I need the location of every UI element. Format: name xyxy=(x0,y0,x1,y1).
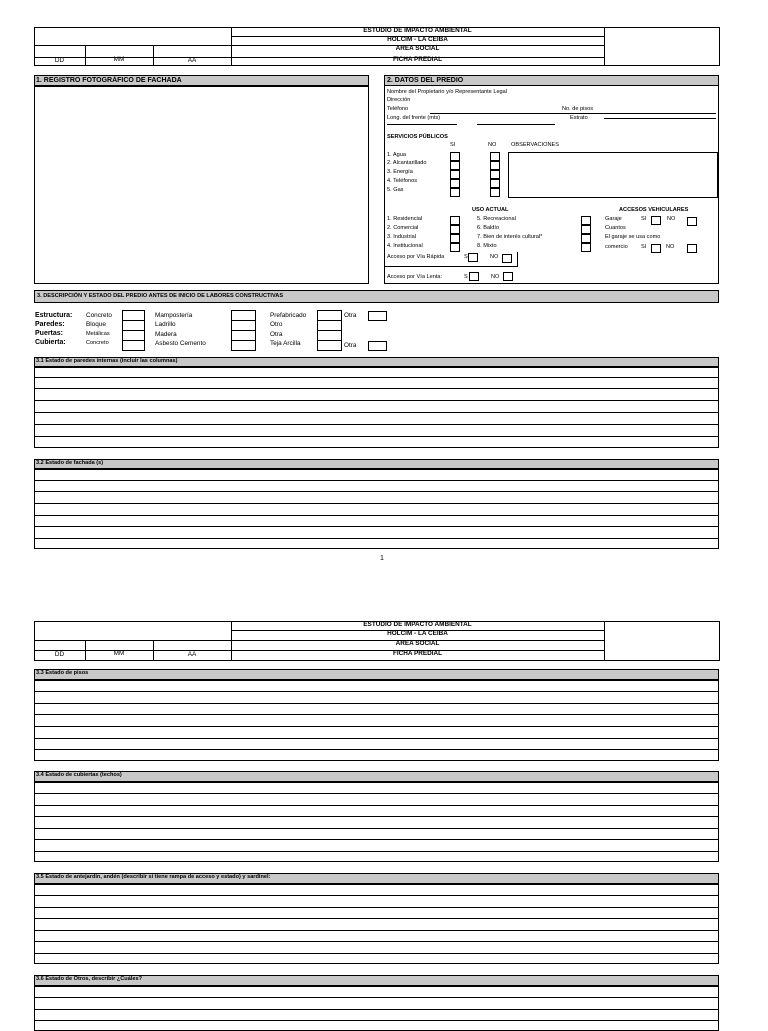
floors-label: No. de pisos xyxy=(562,106,594,112)
roofs-field[interactable] xyxy=(34,782,719,862)
water-no-checkbox[interactable] xyxy=(490,152,500,161)
date2-day-label: DD xyxy=(54,651,65,658)
garage-no-checkbox[interactable] xyxy=(687,217,697,226)
water-si-checkbox[interactable] xyxy=(450,152,460,161)
fast-road-si-label: S xyxy=(464,254,468,260)
phone-label: Teléfono xyxy=(387,106,409,112)
energy-no-checkbox[interactable] xyxy=(490,170,500,179)
fast-road-no-checkbox[interactable] xyxy=(502,254,512,263)
garage-si-label: SI xyxy=(641,216,647,222)
observations-label: OBSERVACIONES xyxy=(511,142,559,148)
use-institutional-checkbox[interactable] xyxy=(450,243,460,252)
subsection-3-6-title: 3.6 Estado de Otros, describir ¿Cuáles? xyxy=(36,976,143,982)
use-recreational: 5. Recreacional xyxy=(477,216,516,222)
date-day-label: DD xyxy=(54,57,65,64)
use-residential: 1. Residencial xyxy=(387,216,423,222)
commerce-si-label: SI xyxy=(641,244,647,250)
use-commercial: 2. Comercial xyxy=(387,225,419,231)
frontyard-field[interactable] xyxy=(34,884,719,964)
header2-company: HOLCIM - LA CEIBA xyxy=(387,630,448,637)
subsection-3-4-title: 3.4 Estado de cubiertas (techos) xyxy=(36,772,122,778)
slow-road-no-label: NO xyxy=(491,274,500,280)
current-use-title: USO ACTUAL xyxy=(472,207,509,213)
use-vacant: 6. Baldío xyxy=(477,225,500,231)
use-institutional: 4. Institucional xyxy=(387,243,423,249)
gas-si-checkbox[interactable] xyxy=(450,188,460,197)
walls-brick: Ladrillo xyxy=(155,321,176,328)
frontage-field[interactable] xyxy=(477,124,555,125)
stratum-label: Estrato xyxy=(570,115,588,121)
services-no-label: NO xyxy=(488,142,497,148)
stratum-field[interactable] xyxy=(604,118,716,119)
use-industrial: 3. Industrial xyxy=(387,234,416,240)
gas-no-checkbox[interactable] xyxy=(490,188,500,197)
use-vacant-checkbox[interactable] xyxy=(581,225,591,234)
frontage-label: Long. del frente (mts) xyxy=(387,115,441,121)
date-year-label: AA xyxy=(187,57,197,64)
doors-wood: Madera xyxy=(155,331,177,338)
owner-label: Nombre del Propietario y/o Representante Legal xyxy=(387,89,508,95)
structure-label: Estructura: xyxy=(35,312,73,319)
service-energy: 3. Energía xyxy=(387,169,413,175)
fast-road-access-label: Acceso por Vía Rápida xyxy=(387,254,445,260)
slow-road-no-checkbox[interactable] xyxy=(503,272,513,281)
structure-other-label: Otra xyxy=(344,312,357,319)
section3-title: 3. DESCRIPCIÓN Y ESTADO DEL PREDIO ANTES DE INICIO DE LABORES CONSTRUCTIVAS xyxy=(37,293,284,299)
commerce-si-checkbox[interactable] xyxy=(651,244,661,253)
subsection-3-1-title: 3.1 Estado de paredes internas (incluir las columnas) xyxy=(36,358,178,364)
roof-label: Cubierta: xyxy=(35,339,66,346)
phone-field[interactable] xyxy=(430,113,716,114)
walls-label: Paredes: xyxy=(35,321,65,328)
use-commercial-checkbox[interactable] xyxy=(450,225,460,234)
slow-road-si-label: S xyxy=(464,274,468,280)
vehicle-access-title: ACCESOS VEHICULARES xyxy=(619,207,689,213)
use-mixed: 8. Mixto xyxy=(477,243,497,249)
photo-frame[interactable] xyxy=(34,86,369,284)
doors-metal: Metálicas xyxy=(86,331,110,337)
phone-si-checkbox[interactable] xyxy=(450,179,460,188)
use-cultural-checkbox[interactable] xyxy=(581,234,591,243)
phone-no-checkbox[interactable] xyxy=(490,179,500,188)
structure-other-field[interactable] xyxy=(368,311,387,321)
garage-commerce-label: comercio xyxy=(605,244,628,250)
header2-area: AREA SOCIAL xyxy=(395,640,440,647)
doors-other: Otra xyxy=(270,331,283,338)
date-month-label: MM xyxy=(113,56,125,63)
section2-title: 2. DATOS DEL PREDIO xyxy=(387,77,464,84)
use-residential-checkbox[interactable] xyxy=(450,216,460,225)
energy-si-checkbox[interactable] xyxy=(450,170,460,179)
service-sewer: 2. Alcantarillado xyxy=(387,160,427,166)
address-label: Dirección xyxy=(387,97,411,103)
section1-title: 1. REGISTRO FOTOGRÁFICO DE FACHADA xyxy=(36,77,182,84)
structure-concrete: Concreto xyxy=(86,312,112,319)
use-industrial-checkbox[interactable] xyxy=(450,234,460,243)
use-cultural: 7. Bien de interés cultural* xyxy=(477,234,543,240)
fast-road-no-label: NO xyxy=(490,254,499,260)
roof-clay-tile: Teja Arcilla xyxy=(270,340,301,347)
header-area: AREA SOCIAL xyxy=(395,45,440,52)
slow-road-access-label: Acceso por Vía Lenta: xyxy=(387,274,443,280)
garage-no-label: NO xyxy=(667,216,676,222)
header-form-name: FICHA PREDIAL xyxy=(392,56,443,63)
service-water: 1. Agua xyxy=(387,152,406,158)
commerce-no-checkbox[interactable] xyxy=(687,244,697,253)
subsection-3-2-title: 3.2 Estado de fachada (s) xyxy=(36,460,104,466)
page-number: 1 xyxy=(380,555,384,562)
observations-field[interactable] xyxy=(508,152,718,198)
date2-year-label: AA xyxy=(187,651,197,658)
facade-field[interactable] xyxy=(34,469,719,549)
roof-concrete: Concreto xyxy=(86,340,109,346)
fast-road-si-checkbox[interactable] xyxy=(468,253,478,262)
garage-label: Garaje xyxy=(605,216,622,222)
header-title: ESTUDIO DE IMPACTO AMBIENTAL xyxy=(363,27,472,34)
use-mixed-checkbox[interactable] xyxy=(581,243,591,252)
header2-form-name: FICHA PREDIAL xyxy=(392,650,443,657)
sewer-si-checkbox[interactable] xyxy=(450,161,460,170)
header-company: HOLCIM - LA CEIBA xyxy=(387,36,448,43)
sewer-no-checkbox[interactable] xyxy=(490,161,500,170)
roof-other-field[interactable] xyxy=(368,341,387,351)
structure-prefab: Prefabricado xyxy=(270,312,307,319)
walls-block: Bloque xyxy=(86,321,106,328)
doors-label: Puertas: xyxy=(35,330,64,337)
garage-si-checkbox[interactable] xyxy=(651,216,661,225)
slow-road-si-checkbox[interactable] xyxy=(469,272,479,281)
subsection-3-5-title: 3.5 Estado de antejardín, andén (describir si tiene rampa de acceso y estado) y sardinel: xyxy=(36,874,271,880)
garage-use-label: El garaje se usa como xyxy=(605,234,661,240)
subsection-3-3-title: 3.3 Estado de pisos xyxy=(36,670,89,676)
walls-other: Otro xyxy=(270,321,283,328)
services-si-label: SI xyxy=(450,142,456,148)
service-phone: 4. Teléfonos xyxy=(387,178,418,184)
date2-month-label: MM xyxy=(113,650,125,657)
roof-asbestos: Asbesto Cemento xyxy=(155,340,206,347)
use-recreational-checkbox[interactable] xyxy=(581,216,591,225)
garage-count-label: Cuantos xyxy=(605,225,626,231)
structure-masonry: Mampostería xyxy=(155,312,193,319)
header2-title: ESTUDIO DE IMPACTO AMBIENTAL xyxy=(363,621,472,628)
commerce-no-label: NO xyxy=(666,244,675,250)
services-title: SERVICIOS PÚBLICOS xyxy=(387,134,448,140)
roof-other-label: Otra xyxy=(344,342,357,349)
service-gas: 5. Gas xyxy=(387,187,404,193)
